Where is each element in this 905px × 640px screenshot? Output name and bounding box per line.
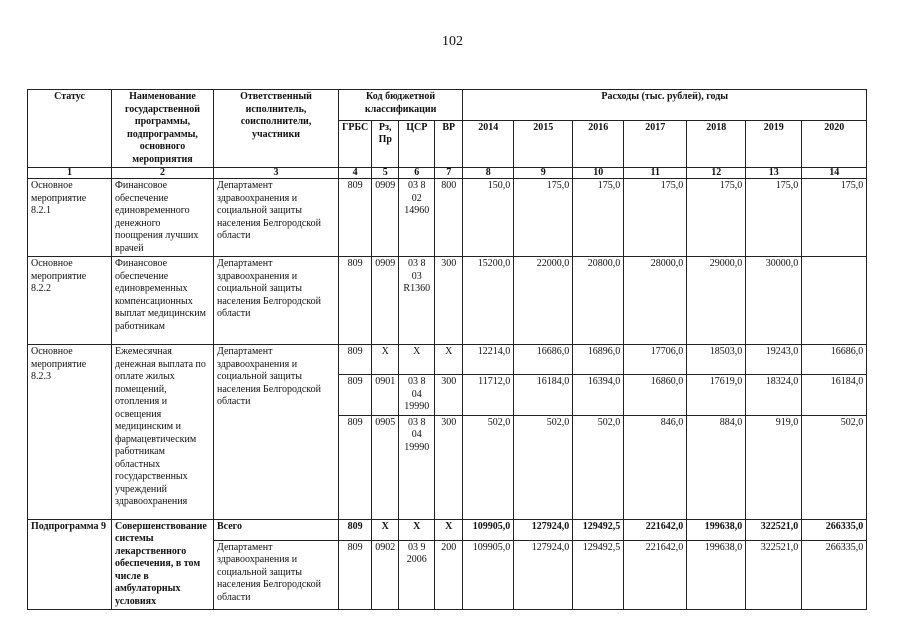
row-name: Ежемесячная денежная выплата по оплате жилых помещений, отопления и освещения медицинским и фармацевтическим работникам областных государственных учреждений здравоохранения (112, 345, 214, 520)
row-value: 16896,0 (573, 345, 624, 375)
row-value: 175,0 (573, 179, 624, 257)
header-year: 2020 (802, 120, 867, 167)
header-rz: Рз, Пр (372, 120, 399, 167)
row-responsible: Всего (214, 519, 339, 540)
row-value: 18324,0 (746, 375, 802, 416)
row-status: Основное мероприятие 8.2.3 (28, 345, 112, 520)
row-value: 16860,0 (624, 375, 687, 416)
row-value: 502,0 (463, 415, 514, 519)
header-year: 2018 (687, 120, 746, 167)
table-row (28, 257, 867, 345)
row-vr: 800 (435, 179, 463, 257)
row-value: 221642,0 (624, 519, 687, 540)
row-rz: X (372, 519, 399, 540)
row-value: 16184,0 (802, 375, 867, 416)
row-value: 322521,0 (746, 540, 802, 609)
header-year: 2015 (514, 120, 573, 167)
row-value: 109905,0 (463, 519, 514, 540)
row-value: 175,0 (802, 179, 867, 257)
column-number: 1 (28, 168, 112, 179)
column-number: 10 (573, 168, 624, 179)
row-value: 127924,0 (514, 540, 573, 609)
row-rz: X (372, 345, 399, 375)
column-number: 9 (514, 168, 573, 179)
header-year: 2017 (624, 120, 687, 167)
column-number: 6 (399, 168, 435, 179)
row-value: 129492,5 (573, 519, 624, 540)
row-grbs: 809 (339, 519, 372, 540)
table-row (28, 519, 867, 540)
row-value: 266335,0 (802, 540, 867, 609)
row-grbs: 809 (339, 257, 372, 345)
row-value: 127924,0 (514, 519, 573, 540)
row-csr: 03 8 04 19990 (399, 375, 435, 416)
column-number: 8 (463, 168, 514, 179)
row-grbs: 809 (339, 375, 372, 416)
row-csr: X (399, 345, 435, 375)
header-status: Статус (28, 90, 112, 168)
header-year: 2019 (746, 120, 802, 167)
row-value: 12214,0 (463, 345, 514, 375)
row-rz: 0909 (372, 257, 399, 345)
row-value: 884,0 (687, 415, 746, 519)
row-responsible: Департамент здравоохранения и социальной защиты населения Белгородской области (214, 540, 339, 609)
row-rz: 0901 (372, 375, 399, 416)
row-responsible: Департамент здравоохранения и социальной защиты населения Белгородской области (214, 257, 339, 345)
row-grbs: 809 (339, 345, 372, 375)
row-value: 17619,0 (687, 375, 746, 416)
row-value: 322521,0 (746, 519, 802, 540)
row-value: 199638,0 (687, 519, 746, 540)
row-rz: 0902 (372, 540, 399, 609)
row-value: 22000,0 (514, 257, 573, 345)
column-number: 3 (214, 168, 339, 179)
row-responsible: Департамент здравоохранения и социальной защиты населения Белгородской области (214, 179, 339, 257)
column-number: 4 (339, 168, 372, 179)
row-grbs: 809 (339, 540, 372, 609)
row-value (802, 257, 867, 345)
row-status: Основное мероприятие 8.2.1 (28, 179, 112, 257)
row-grbs: 809 (339, 415, 372, 519)
header-year: 2014 (463, 120, 514, 167)
expenses-table (27, 89, 867, 610)
column-number: 11 (624, 168, 687, 179)
row-value: 16394,0 (573, 375, 624, 416)
header-csr: ЦСР (399, 120, 435, 167)
row-value: 19243,0 (746, 345, 802, 375)
header-grbs: ГРБС (339, 120, 372, 167)
header-responsible: Ответственный исполнитель, соисполнители, участники (214, 90, 339, 168)
row-value: 16686,0 (802, 345, 867, 375)
row-csr: 03 8 04 19990 (399, 415, 435, 519)
row-value: 16184,0 (514, 375, 573, 416)
row-vr: 200 (435, 540, 463, 609)
column-number: 5 (372, 168, 399, 179)
row-name: Финансовое обеспечение единовременного денежного поощрения лучших врачей (112, 179, 214, 257)
row-status: Основное мероприятие 8.2.2 (28, 257, 112, 345)
row-value: 175,0 (624, 179, 687, 257)
header-budget-code: Код бюджетной классификации (339, 90, 463, 121)
row-csr: 03 8 03 R1360 (399, 257, 435, 345)
row-value: 175,0 (746, 179, 802, 257)
row-value: 199638,0 (687, 540, 746, 609)
page-number: 102 (442, 34, 463, 49)
header-name: Наименование государственной программы, подпрограммы, основного мероприятия (112, 90, 214, 168)
row-grbs: 809 (339, 179, 372, 257)
row-vr: X (435, 519, 463, 540)
header-vr: ВР (435, 120, 463, 167)
row-status: Подпрограмма 9 (28, 519, 112, 610)
row-responsible: Департамент здравоохранения и социальной защиты населения Белгородской области (214, 345, 339, 520)
row-value: 17706,0 (624, 345, 687, 375)
column-number: 14 (802, 168, 867, 179)
column-number: 13 (746, 168, 802, 179)
row-value: 29000,0 (687, 257, 746, 345)
row-value: 919,0 (746, 415, 802, 519)
row-vr: X (435, 345, 463, 375)
row-csr: X (399, 519, 435, 540)
table-row (28, 345, 867, 375)
row-name: Совершенствование системы лекарственного обеспечения, в том числе в амбулаторных условиях (112, 519, 214, 610)
column-number: 2 (112, 168, 214, 179)
row-value: 28000,0 (624, 257, 687, 345)
row-value: 221642,0 (624, 540, 687, 609)
row-vr: 300 (435, 415, 463, 519)
row-value: 18503,0 (687, 345, 746, 375)
row-value: 175,0 (687, 179, 746, 257)
header-expenses: Расходы (тыс. рублей), годы (463, 90, 867, 121)
row-vr: 300 (435, 257, 463, 345)
row-rz: 0909 (372, 179, 399, 257)
row-value: 30000,0 (746, 257, 802, 345)
column-numbers-row (28, 168, 867, 179)
row-value: 266335,0 (802, 519, 867, 540)
row-value: 846,0 (624, 415, 687, 519)
row-rz: 0905 (372, 415, 399, 519)
row-csr: 03 8 02 14960 (399, 179, 435, 257)
row-value: 502,0 (514, 415, 573, 519)
header-year: 2016 (573, 120, 624, 167)
row-name: Финансовое обеспечение единовременных компенсационных выплат медицинским работникам (112, 257, 214, 345)
row-value: 11712,0 (463, 375, 514, 416)
row-value: 109905,0 (463, 540, 514, 609)
row-value: 502,0 (802, 415, 867, 519)
row-value: 15200,0 (463, 257, 514, 345)
column-number: 12 (687, 168, 746, 179)
row-value: 175,0 (514, 179, 573, 257)
table-row (28, 179, 867, 257)
row-value: 150,0 (463, 179, 514, 257)
row-vr: 300 (435, 375, 463, 416)
row-value: 129492,5 (573, 540, 624, 609)
row-csr: 03 9 2006 (399, 540, 435, 609)
row-value: 20800,0 (573, 257, 624, 345)
row-value: 16686,0 (514, 345, 573, 375)
column-number: 7 (435, 168, 463, 179)
row-value: 502,0 (573, 415, 624, 519)
